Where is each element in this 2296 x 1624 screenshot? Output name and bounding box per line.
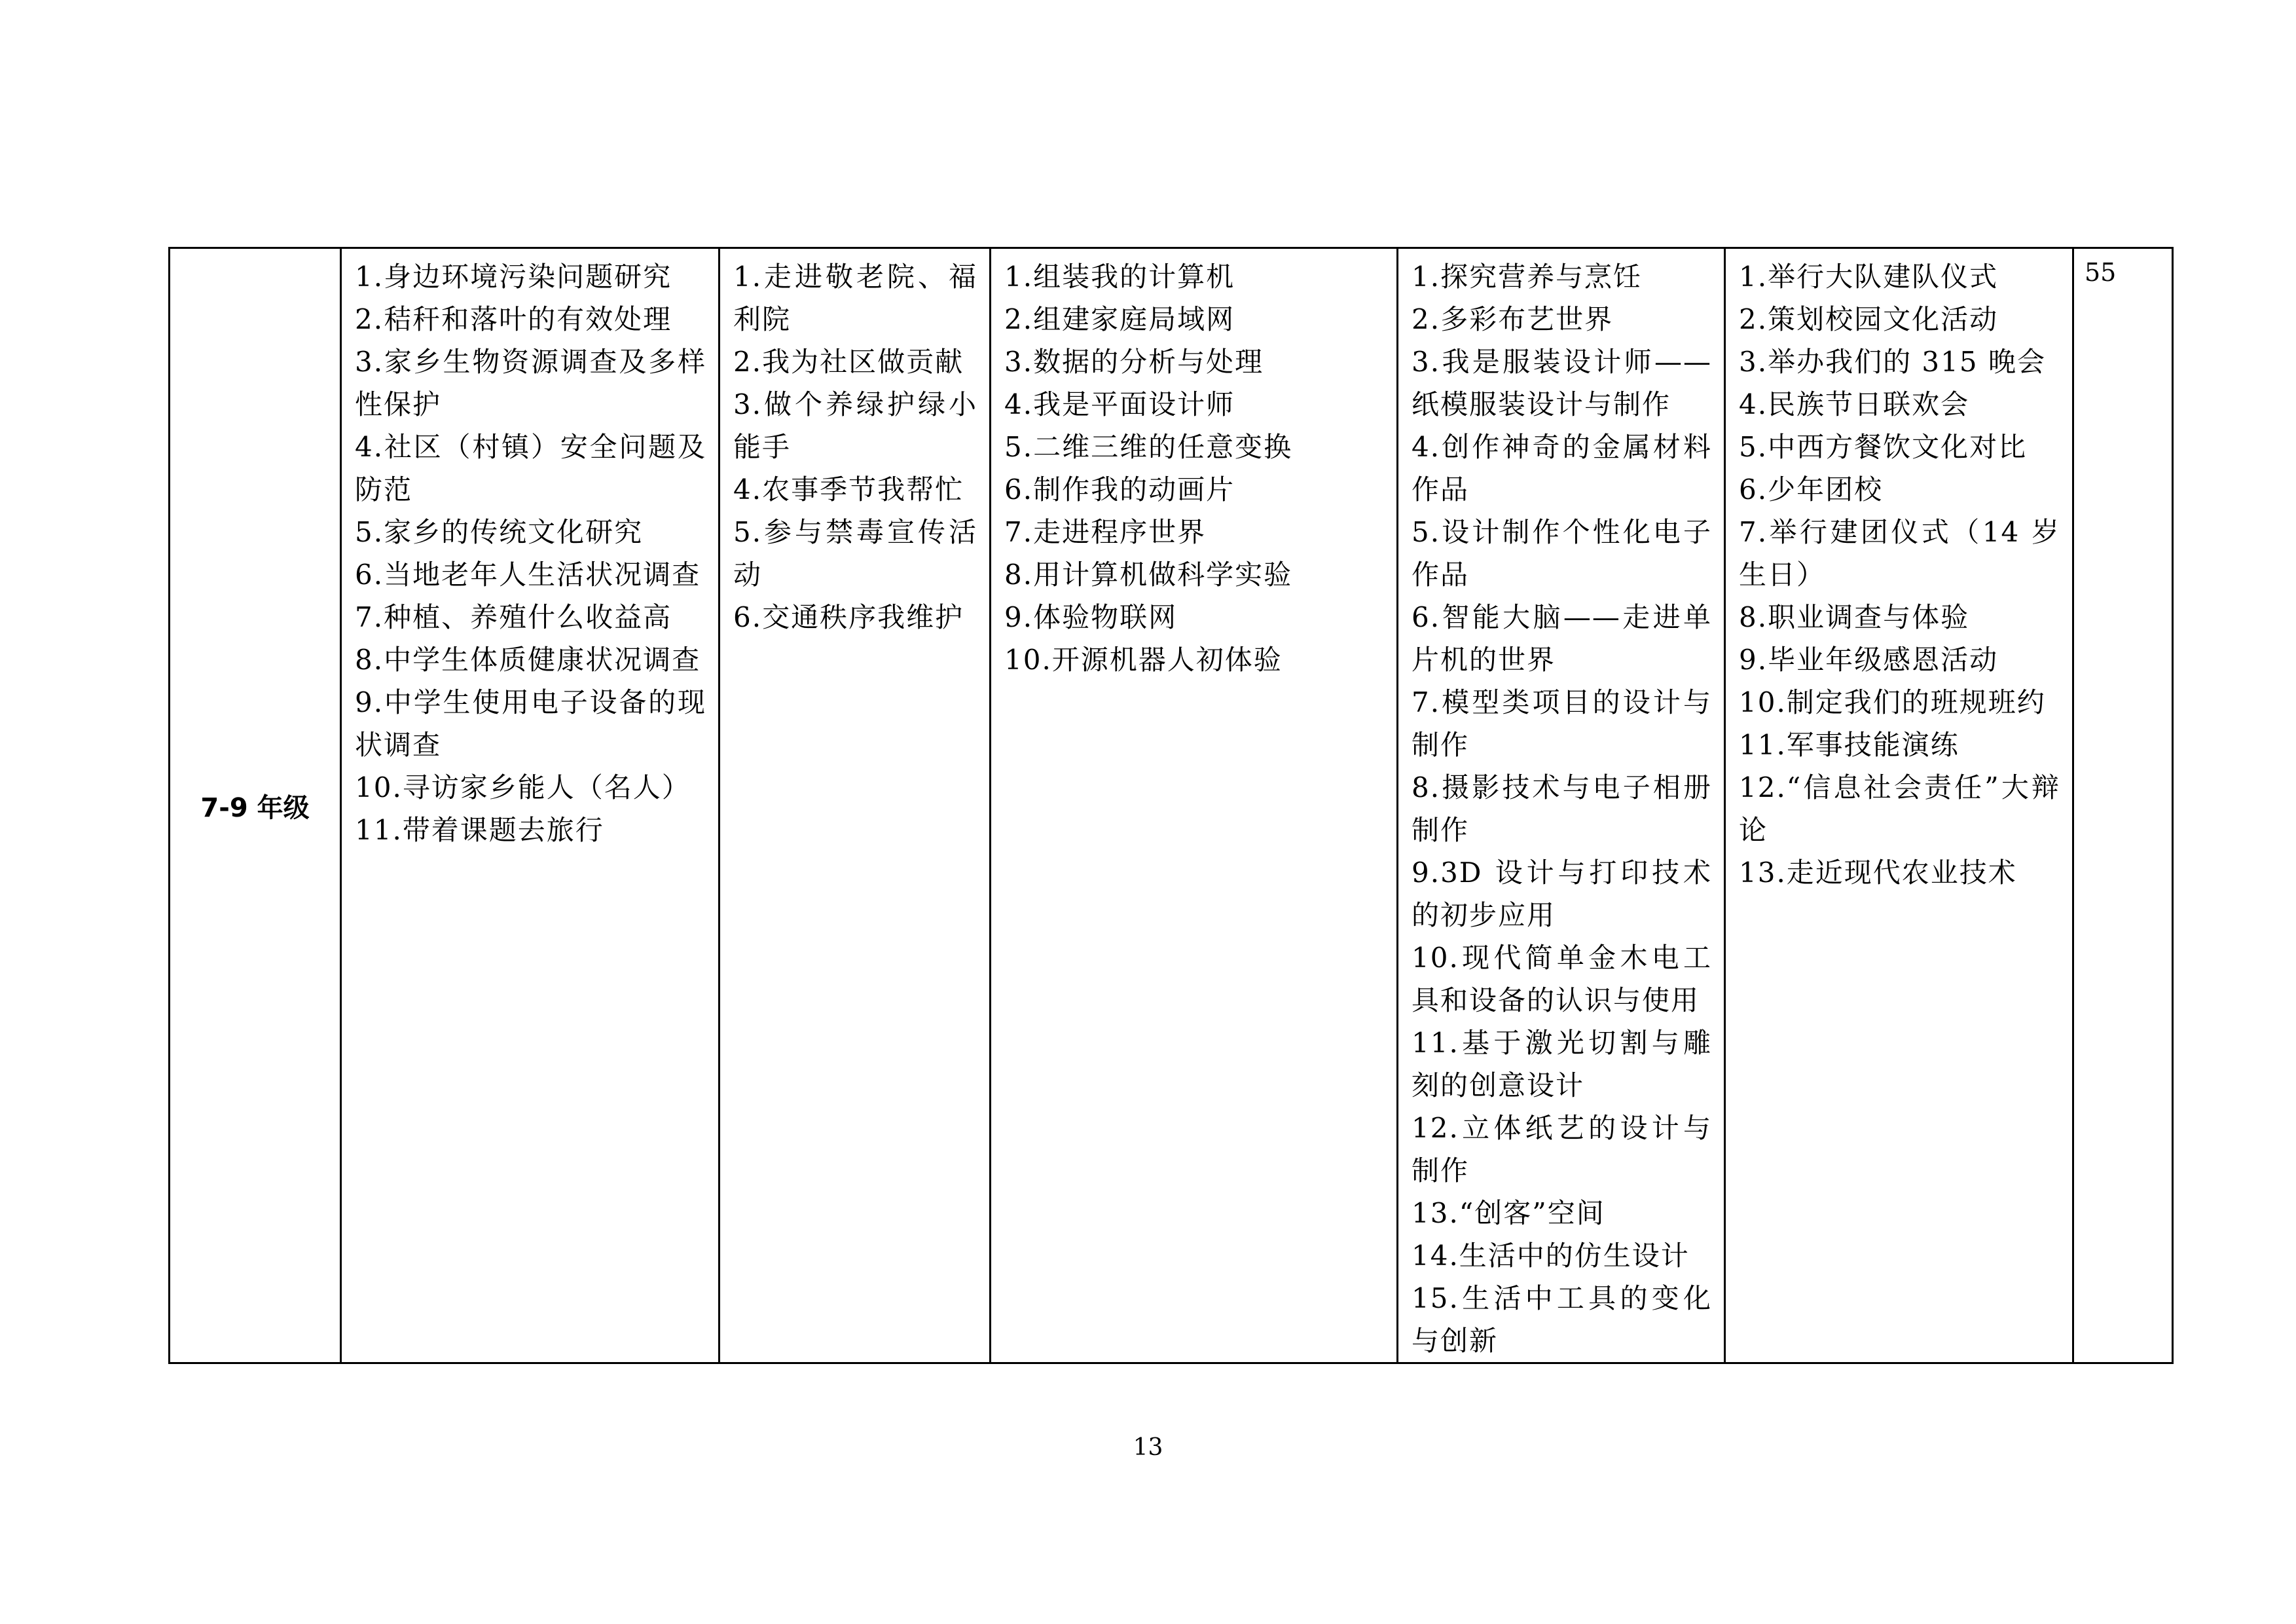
grade-cell: 7-9 年级: [170, 248, 341, 1363]
list-item: 12.立体纸艺的设计与制作: [1412, 1112, 1712, 1187]
column-3-cell: [991, 248, 1398, 1363]
count-cell: 55: [2073, 248, 2173, 1363]
list-item: 6.智能大脑——走进单片机的世界: [1412, 601, 1712, 676]
list-item: 5.设计制作个性化电子作品: [1412, 516, 1712, 591]
column-1-cell: [341, 248, 720, 1363]
list-item: 6.制作我的动画片: [1004, 473, 1235, 506]
list-item: 7.模型类项目的设计与制作: [1412, 686, 1712, 761]
list-item: 6.当地老年人生活状况调查: [355, 559, 701, 591]
list-item: 3.数据的分析与处理: [1004, 346, 1264, 378]
list-item: 10.寻访家乡能人（名人）: [355, 771, 691, 803]
list-item: 4.我是平面设计师: [1004, 388, 1235, 420]
list-item: 9.中学生使用电子设备的现状调查: [355, 686, 706, 761]
column-5-cell: [1725, 248, 2073, 1363]
list-item: 3.家乡生物资源调查及多样性保护: [355, 346, 706, 420]
table-row: [170, 248, 2173, 1363]
list-item: 8.摄影技术与电子相册制作: [1412, 771, 1712, 846]
column-2-list: [733, 255, 977, 638]
column-4-list: [1412, 255, 1712, 1362]
list-item: 11.军事技能演练: [1739, 729, 1959, 761]
activity-table: [168, 247, 2174, 1364]
column-1-list: [355, 255, 706, 851]
page-number: 13: [1133, 1434, 1163, 1461]
list-item: 8.中学生体质健康状况调查: [355, 644, 701, 676]
list-item: 4.创作神奇的金属材料作品: [1412, 431, 1712, 506]
list-item: 3.我是服装设计师——纸模服装设计与制作: [1412, 346, 1712, 420]
list-item: 1.身边环境污染问题研究: [355, 261, 672, 293]
list-item: 5.二维三维的任意变换: [1004, 431, 1293, 463]
list-item: 5.参与禁毒宣传活动: [733, 516, 977, 591]
list-item: 1.探究营养与烹饪: [1412, 261, 1643, 293]
list-item: 9.体验物联网: [1004, 601, 1178, 633]
list-item: 1.举行大队建队仪式: [1739, 261, 1999, 293]
list-item: 5.中西方餐饮文化对比: [1739, 431, 2028, 463]
list-item: 2.组建家庭局域网: [1004, 303, 1235, 335]
list-item: 3.举办我们的 315 晚会: [1739, 346, 2046, 378]
list-item: 4.民族节日联欢会: [1739, 388, 1970, 420]
list-item: 3.做个养绿护绿小能手: [733, 388, 977, 463]
list-item: 7.种植、养殖什么收益高: [355, 601, 672, 633]
list-item: 14.生活中的仿生设计: [1412, 1240, 1690, 1272]
list-item: 10.现代简单金木电工具和设备的认识与使用: [1412, 942, 1712, 1016]
list-item: 1.走进敬老院、福利院: [733, 261, 977, 335]
list-item: 8.职业调查与体验: [1739, 601, 1970, 633]
column-2-cell: [720, 248, 991, 1363]
list-item: 7.举行建团仪式（14 岁生日）: [1739, 516, 2060, 591]
list-item: 13.走近现代农业技术: [1739, 857, 2017, 889]
list-item: 8.用计算机做科学实验: [1004, 559, 1293, 591]
column-4-cell: [1398, 248, 1725, 1363]
list-item: 10.制定我们的班规班约: [1739, 686, 2046, 718]
list-item: 6.少年团校: [1739, 473, 1884, 506]
column-5-list: [1739, 255, 2060, 894]
list-item: 11.基于激光切割与雕刻的创意设计: [1412, 1027, 1712, 1101]
list-item: 4.社区（村镇）安全问题及防范: [355, 431, 706, 506]
list-item: 12.“信息社会责任”大辩论: [1739, 771, 2060, 846]
list-item: 11.带着课题去旅行: [355, 814, 604, 846]
list-item: 2.多彩布艺世界: [1412, 303, 1614, 335]
list-item: 5.家乡的传统文化研究: [355, 516, 644, 548]
list-item: 10.开源机器人初体验: [1004, 644, 1283, 676]
list-item: 15.生活中工具的变化与创新: [1412, 1282, 1712, 1357]
list-item: 9.毕业年级感恩活动: [1739, 644, 1999, 676]
list-item: 6.交通秩序我维护: [733, 601, 964, 633]
list-item: 2.我为社区做贡献: [733, 346, 964, 378]
list-item: 2.策划校园文化活动: [1739, 303, 1999, 335]
list-item: 4.农事季节我帮忙: [733, 473, 964, 506]
column-3-list: [1004, 255, 1385, 681]
list-item: 9.3D 设计与打印技术的初步应用: [1412, 857, 1712, 931]
list-item: 7.走进程序世界: [1004, 516, 1207, 548]
list-item: 2.秸秆和落叶的有效处理: [355, 303, 672, 335]
list-item: 1.组装我的计算机: [1004, 261, 1235, 293]
list-item: 13.“创客”空间: [1412, 1197, 1605, 1229]
